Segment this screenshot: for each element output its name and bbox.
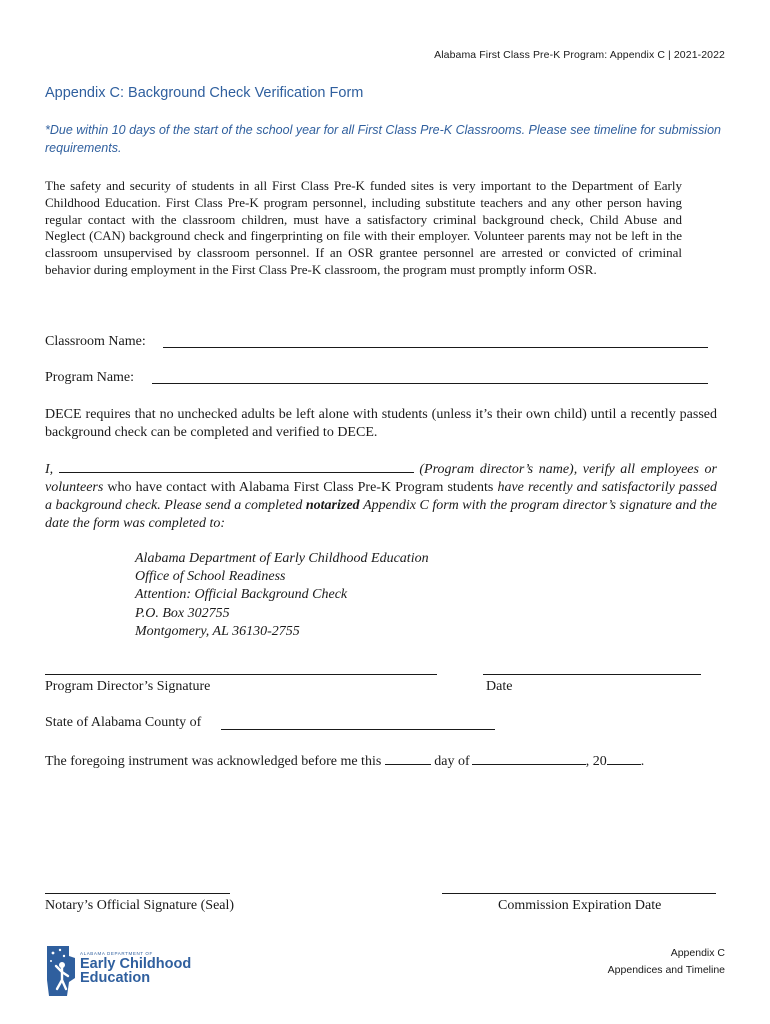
ack-part4: . [640,754,645,769]
director-signature-line[interactable] [45,674,437,675]
ack-day-line[interactable] [385,752,431,765]
program-name-label: Program Name: [45,370,135,385]
director-hint: (Program director’s name), verify all employees or volunteers [45,462,718,495]
date-label: Date [486,679,513,694]
footer-appendix: Appendix C [670,947,725,959]
footer-subtitle: Appendices and Timeline [607,964,725,976]
form-title: Appendix C: Background Check Verification Form [45,85,364,101]
address-line: Office of School Readiness [135,569,286,585]
verification-paragraph [45,460,717,533]
logo-line-1: Early Childhood [80,956,192,972]
county-line[interactable] [221,729,495,730]
logo-text [80,957,191,985]
address-line: Montgomery, AL 36130-2755 [135,623,300,639]
logo-small-text: ALABAMA DEPARTMENT OF [80,951,153,956]
notary-signature-line[interactable] [45,893,230,894]
mailing-address [135,550,429,641]
director-name-line[interactable] [59,460,414,473]
state-county-label: State of Alabama County of [45,715,202,730]
ack-part2: day of [434,754,470,769]
notary-signature-label: Notary’s Official Signature (Seal) [45,898,235,913]
dece-paragraph: DECE requires that no unchecked adults be left alone with students (unless it’s their own child) until a recently passed background check can be completed and verified to DECE. [45,407,717,440]
page-header: Alabama First Class Pre-K Program: Appendix C | 2021-2022 [434,49,725,61]
address-line: Attention: Official Background Check [135,587,348,603]
verify-prefix: I, [45,462,54,477]
intro-paragraph: The safety and security of students in all First Class Pre-K funded sites is very important to the Department of Early Childhood Education. First Class Pre-K program personnel, including substitute teachers and any other person having regular contact with the classroom children, must have a satisfactory criminal background check, Child Abuse and Neglect (CAN) background check and fingerprinting on file with their employer. Volunteer parents may not be left in the classroom unsupervised by classroom personnel. If an OSR grantee personnel are arrested or convicted of criminal behavior during employment in the First Class Pre-K classroom, the program must promptly inform OSR. [45,178,682,277]
program-name-line[interactable] [152,383,708,384]
date-line[interactable] [483,674,701,675]
logo-line-2: Education [80,970,151,986]
dece-logo-icon [45,944,77,1003]
verify-middle: who have contact with Alabama First Class Pre-K Program students [107,480,494,495]
verify-italic-2: Appendix C form with the program director’s signature and the date the form was completed to: [45,498,718,531]
ack-part3: , 20 [585,754,607,769]
ack-part1: The foregoing instrument was acknowledged before me this [45,754,382,769]
classroom-name-line[interactable] [163,347,708,348]
verify-bold: notarized [305,498,360,513]
verify-italic-1: have recently and satisfactorily passed a background check. Please send a completed [45,480,718,513]
due-note: *Due within 10 days of the start of the school year for all First Class Pre-K Classrooms. Please see timeline for submission requirements. [45,123,721,155]
director-signature-label: Program Director’s Signature [45,679,211,694]
commission-expiration-line[interactable] [442,893,716,894]
ack-year-line[interactable] [607,752,641,765]
acknowledgment-line [45,752,644,770]
address-line: P.O. Box 302755 [135,605,230,621]
ack-month-line[interactable] [472,752,586,765]
address-line: Alabama Department of Early Childhood Education [135,551,429,566]
commission-expiration-label: Commission Expiration Date [498,898,662,913]
classroom-name-label: Classroom Name: [45,334,146,349]
